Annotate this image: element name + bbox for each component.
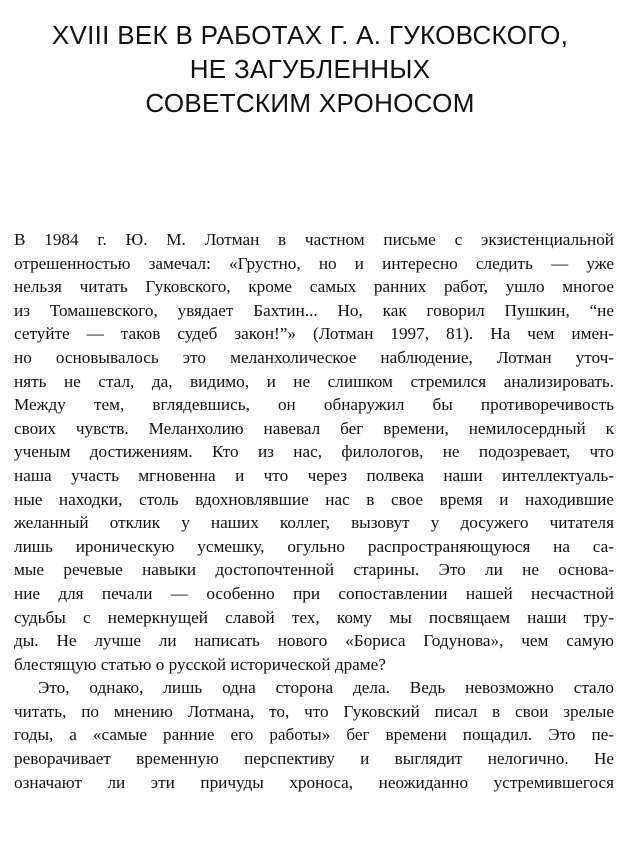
text-line: наша участь мгновенна и что через полвека наши интеллектуаль- [14, 465, 614, 485]
text-line: Это, однако, лишь одна сторона дела. Ведь невозможно стало [38, 678, 614, 698]
text-line: ные находки, столь вдохновлявшие нас в свое время и находившие [14, 489, 614, 509]
text-line: блестящую статью о русской исторической драме? [14, 654, 386, 674]
paragraph-2 [14, 676, 614, 794]
text-line: но основывалось это меланхолическое наблюдение, Лотман уточ- [14, 347, 614, 367]
text-line: из Томашевского, увядает Бахтин... Но, как говорил Пушкин, “не [14, 300, 614, 320]
text-line: ученым достижениям. Кто из нас, филологов, не подозревает, что [14, 442, 614, 462]
text-line: годы, а «самые ранние его работы» бег времени пощадил. Это пе- [14, 725, 614, 745]
text-line: мые речевые навыки достопочтенной старины. Это ли не основа- [14, 560, 614, 580]
text-line: лишь ироническую усмешку, огульно распространяющуюся на са- [14, 536, 614, 556]
text-line: отрешенностью замечал: «Грустно, но и интересно следить — уже [14, 253, 614, 273]
text-line: нельзя читать Гуковского, кроме самых ранних работ, ушло многое [14, 277, 614, 297]
text-line: ние для печали — особенно при сопоставлении нашей несчастной [14, 583, 614, 603]
text-line: сетуйте — таков судеб закон!”» (Лотман 1997, 81). На чем имен- [14, 324, 614, 344]
paragraph-1 [14, 228, 614, 676]
text-line: Между тем, вглядевшись, он обнаружил бы противоречивость [14, 395, 614, 415]
body-text [14, 228, 614, 794]
chapter-title [20, 18, 600, 120]
text-line: ды. Не лучше ли написать нового «Бориса Годунова», чем самую [14, 631, 614, 651]
chapter-title-line: НЕ ЗАГУБЛЕННЫХ [189, 54, 431, 84]
text-line: означают ли эти причуды хроноса, неожиданно устремившегося [14, 772, 614, 792]
chapter-title-line: СОВЕТСКИМ ХРОНОСОМ [145, 88, 475, 118]
text-line: своих чувств. Меланхолию навевал бег времени, немилосердный к [14, 418, 614, 438]
text-line: судьбы с немеркнущей славой тех, кому мы посвящаем наши тру- [14, 607, 614, 627]
text-line: В 1984 г. Ю. М. Лотман в частном письме с экзистенциальной [14, 230, 614, 249]
text-line: реворачивает временную перспективу и выглядит нелогично. Не [14, 749, 614, 769]
chapter-title-line: XVIII ВЕК В РАБОТАХ Г. А. ГУКОВСКОГО, [51, 20, 569, 50]
text-line: нять не стал, да, видимо, и не слишком стремился анализировать. [14, 371, 614, 391]
text-line: желанный отклик у наших коллег, вызовут у досужего читателя [14, 513, 614, 533]
text-line: читать, по мнению Лотмана, то, что Гуковский писал в свои зрелые [14, 701, 614, 721]
